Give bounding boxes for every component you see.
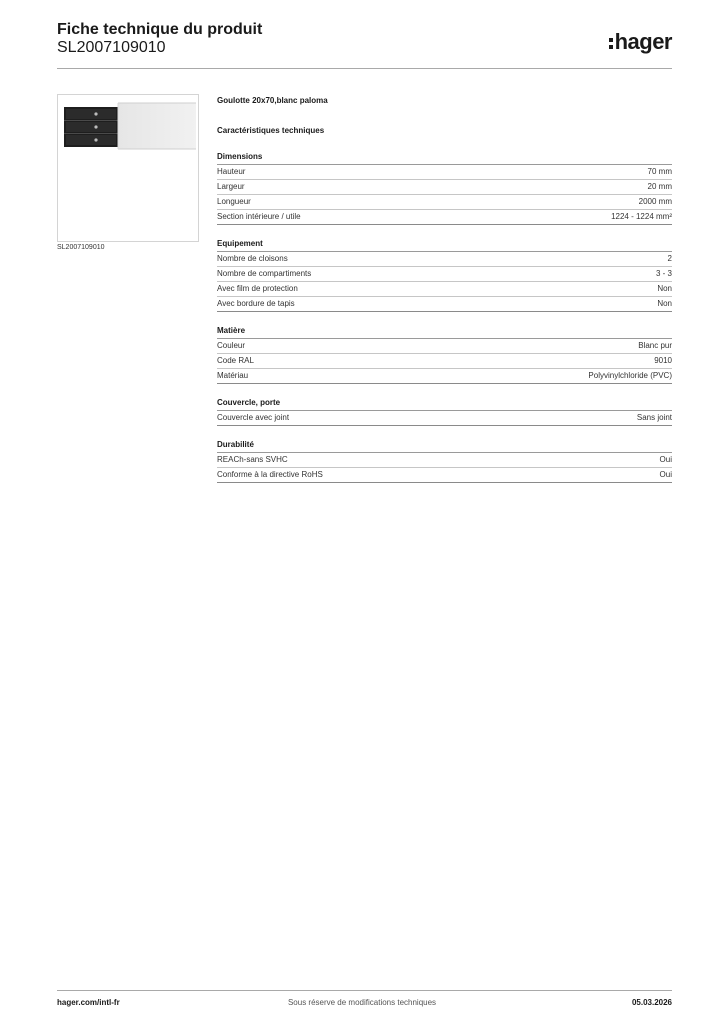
header-divider xyxy=(57,68,672,69)
spec-label: Largeur xyxy=(217,182,245,191)
product-name: Goulotte 20x70,blanc paloma xyxy=(217,96,328,105)
spec-row xyxy=(217,180,672,195)
hager-logo xyxy=(609,28,672,56)
spec-row xyxy=(217,165,672,180)
spec-row xyxy=(217,369,672,384)
product-reference-caption: SL2007109010 xyxy=(57,244,105,251)
spec-value: 1224 - 1224 mm² xyxy=(611,212,672,221)
spec-label: REACh-sans SVHC xyxy=(217,455,288,464)
spec-value: 3 - 3 xyxy=(655,269,672,278)
spec-value: 70 mm xyxy=(647,167,672,176)
spec-value: 2000 mm xyxy=(638,197,672,206)
document-reference: SL2007109010 xyxy=(57,39,166,56)
spec-label: Conforme à la directive RoHS xyxy=(217,470,323,479)
spec-label: Code RAL xyxy=(217,356,254,365)
spec-label: Avec film de protection xyxy=(217,284,298,293)
spec-value: 9010 xyxy=(654,356,672,365)
spec-label: Longueur xyxy=(217,197,251,206)
document-title: Fiche technique du produit xyxy=(57,21,263,38)
section-title: Durabilité xyxy=(217,438,672,453)
spec-row xyxy=(217,354,672,369)
spec-label: Nombre de cloisons xyxy=(217,254,288,263)
spec-row xyxy=(217,411,672,426)
product-details xyxy=(217,94,672,483)
spec-row xyxy=(217,195,672,210)
technical-characteristics-heading: Caractéristiques techniques xyxy=(217,126,325,135)
spec-row xyxy=(217,297,672,312)
spec-value: Polyvinylchloride (PVC) xyxy=(588,371,672,380)
cable-trunking-image xyxy=(58,95,198,241)
spec-value: Oui xyxy=(659,470,672,479)
spec-label: Couvercle avec joint xyxy=(217,413,290,422)
spec-value: 2 xyxy=(667,254,672,263)
spec-row xyxy=(217,252,672,267)
logo-wordmark: hager xyxy=(614,29,672,54)
spec-label: Couleur xyxy=(217,341,246,350)
spec-row xyxy=(217,210,672,225)
spec-row xyxy=(217,339,672,354)
spec-section xyxy=(217,438,672,483)
spec-label: Section intérieure / utile xyxy=(217,212,301,221)
spec-value: Sans joint xyxy=(636,413,672,422)
spec-section xyxy=(217,324,672,384)
section-title: Equipement xyxy=(217,237,672,252)
footer-date: 05.03.2026 xyxy=(631,998,672,1007)
spec-row xyxy=(217,282,672,297)
product-image xyxy=(57,94,199,242)
spec-value: Blanc pur xyxy=(638,341,672,350)
spec-label: Avec bordure de tapis xyxy=(217,299,295,308)
logo-dots-icon xyxy=(609,38,613,49)
footer-website: hager.com/intl-fr xyxy=(57,998,120,1007)
spec-row xyxy=(217,453,672,468)
spec-label: Nombre de compartiments xyxy=(217,269,312,278)
section-title: Matière xyxy=(217,324,672,339)
spec-value: Non xyxy=(657,284,672,293)
spec-row xyxy=(217,468,672,483)
spec-section xyxy=(217,396,672,426)
spec-sections xyxy=(217,150,672,483)
spec-section xyxy=(217,237,672,312)
section-title: Dimensions xyxy=(217,150,672,165)
spec-label: Matériau xyxy=(217,371,249,380)
spec-value: Oui xyxy=(659,455,672,464)
spec-value: 20 mm xyxy=(647,182,672,191)
footer-disclaimer: Sous réserve de modifications techniques xyxy=(287,998,437,1007)
spec-label: Hauteur xyxy=(217,167,246,176)
section-title: Couvercle, porte xyxy=(217,396,672,411)
spec-section xyxy=(217,150,672,225)
spec-value: Non xyxy=(657,299,672,308)
footer-divider xyxy=(57,990,672,991)
spec-row xyxy=(217,267,672,282)
